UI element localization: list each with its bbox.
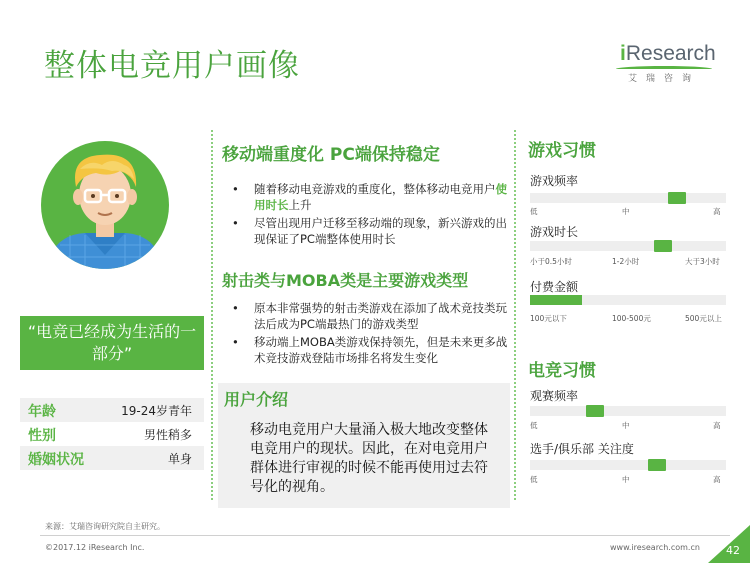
scale-tick-label: 100-500元 bbox=[612, 314, 651, 323]
habit-scale-track bbox=[530, 406, 726, 416]
scale-tick-label: 1-2小时 bbox=[612, 257, 640, 266]
habit-label: 游戏频率 bbox=[530, 174, 579, 188]
habit-level-marker bbox=[648, 459, 666, 471]
logo-subtitle: 艾瑞咨询 bbox=[628, 74, 701, 84]
scale-tick-label: 低 bbox=[530, 421, 538, 430]
bullet-item: • 随着移动电竞游戏的重度化，整体移动电竞用户使用时长上升 bbox=[232, 182, 507, 212]
section-title-mobile-pc: 移动端重度化 PC端保持稳定 bbox=[222, 145, 440, 165]
habit-label: 付费金额 bbox=[530, 280, 579, 294]
source-note: 来源：艾瑞咨询研究院自主研究。 bbox=[45, 522, 165, 531]
habit-label: 游戏时长 bbox=[530, 225, 579, 239]
footer-divider bbox=[40, 535, 730, 536]
profile-row-marital bbox=[20, 446, 204, 470]
scale-tick-label: 低 bbox=[530, 207, 538, 216]
bullet-dot-icon: • bbox=[232, 216, 239, 230]
column-divider bbox=[514, 130, 516, 500]
profile-value: 男性稍多 bbox=[143, 428, 192, 442]
page-number: 42 bbox=[726, 544, 740, 557]
habit-scale-track bbox=[530, 241, 726, 251]
user-avatar-illustration bbox=[40, 135, 170, 275]
habit-label: 选手/俱乐部 关注度 bbox=[530, 442, 634, 456]
esports-habits-title: 电竞习惯 bbox=[528, 361, 596, 381]
scale-tick-label: 高 bbox=[713, 475, 721, 484]
profile-value: 19-24岁青年 bbox=[121, 404, 192, 418]
intro-title: 用户介绍 bbox=[224, 390, 289, 409]
scale-tick-label: 中 bbox=[622, 475, 630, 484]
habit-label: 观赛频率 bbox=[530, 389, 579, 403]
copyright-text: ©2017.12 iResearch Inc. bbox=[45, 543, 145, 552]
user-intro-panel bbox=[218, 383, 510, 508]
page-title: 整体电竞用户画像 bbox=[44, 48, 300, 84]
bullet-item: • 尽管出现用户迁移至移动端的现象，新兴游戏的出现保证了PC端整体使用时长 bbox=[232, 216, 507, 246]
habit-level-marker bbox=[586, 405, 604, 417]
scale-tick-label: 中 bbox=[622, 207, 630, 216]
scale-tick-label: 高 bbox=[713, 207, 721, 216]
profile-value: 单身 bbox=[167, 452, 192, 466]
scale-tick-label: 大于3小时 bbox=[685, 257, 720, 266]
bullet-item: • 移动端上MOBA类游戏保持领先，但是未来更多战术竞技游戏登陆市场排名将发生变化 bbox=[232, 335, 508, 365]
scale-tick-label: 100元以下 bbox=[530, 314, 567, 323]
logo-wordmark: iResearch bbox=[620, 42, 716, 65]
website-link[interactable]: www.iresearch.com.cn bbox=[610, 543, 700, 552]
scale-tick-label: 低 bbox=[530, 475, 538, 484]
profile-row-gender bbox=[20, 422, 204, 446]
profile-row-age bbox=[20, 398, 204, 422]
section-title-game-types: 射击类与MOBA类是主要游戏类型 bbox=[222, 271, 469, 290]
bullet-dot-icon: • bbox=[232, 335, 239, 349]
scale-tick-label: 500元以上 bbox=[685, 314, 722, 323]
habit-scale-track bbox=[530, 193, 726, 203]
profile-key: 性别 bbox=[28, 428, 56, 444]
profile-key: 婚姻状况 bbox=[28, 452, 84, 468]
scale-tick-label: 小于0.5小时 bbox=[530, 257, 572, 266]
intro-text: 移动电竞用户大量涌入极大地改变整体电竞用户的现状。因此，在对电竞用户群体进行审视的时候不能再使用过去符号化的视角。 bbox=[250, 422, 488, 495]
user-quote: “电竞已经成为生活的一部分” bbox=[20, 316, 204, 370]
column-divider bbox=[211, 130, 213, 500]
bullet-dot-icon: • bbox=[232, 301, 239, 315]
iresearch-logo bbox=[610, 40, 720, 90]
habit-level-marker bbox=[654, 240, 672, 252]
habit-level-marker bbox=[668, 192, 686, 204]
scale-tick-label: 中 bbox=[622, 421, 630, 430]
spending-level-bar bbox=[530, 295, 582, 305]
game-habits-title: 游戏习惯 bbox=[528, 141, 596, 161]
habit-scale-track bbox=[530, 460, 726, 470]
scale-tick-label: 高 bbox=[713, 421, 721, 430]
profile-key: 年龄 bbox=[28, 404, 56, 420]
bullet-item: • 原本非常强势的射击类游戏在添加了战术竞技类玩法后成为PC端最热门的游戏类型 bbox=[232, 301, 507, 331]
bullet-dot-icon: • bbox=[232, 182, 239, 196]
